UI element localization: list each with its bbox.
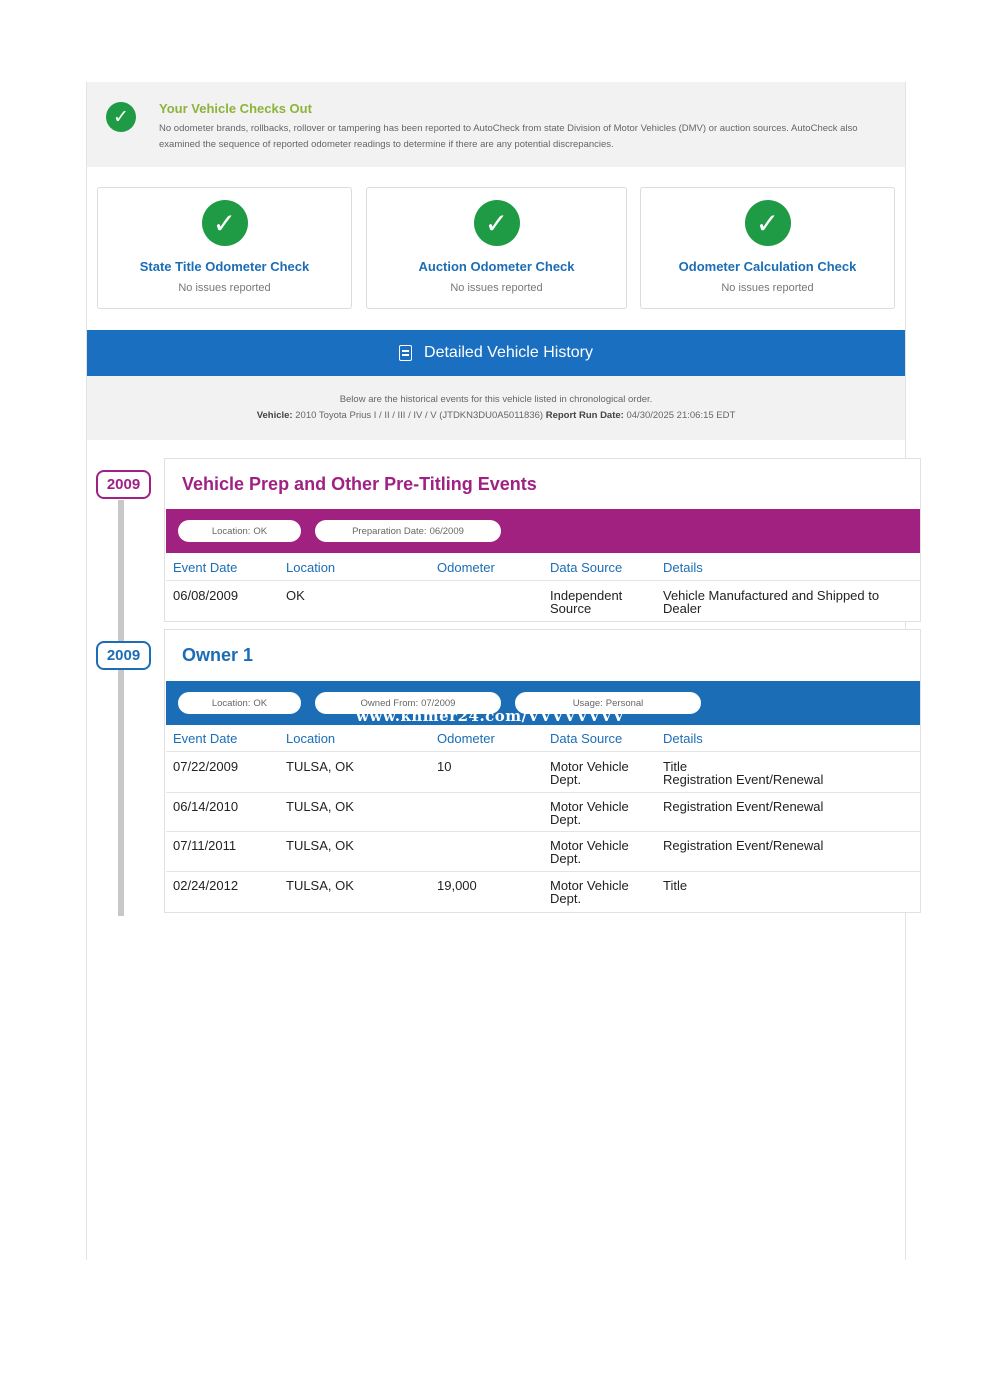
vehicle-info-line bbox=[87, 410, 905, 421]
pill-location: Location: OK bbox=[178, 692, 301, 714]
col-head-details: Details bbox=[663, 560, 703, 575]
col-head-odometer: Odometer bbox=[437, 731, 495, 746]
col-head-data-source: Data Source bbox=[550, 731, 623, 746]
event-title: Vehicle Prep and Other Pre-Titling Events bbox=[182, 474, 537, 494]
clipboard-icon bbox=[399, 345, 412, 361]
check-icon: ✓ bbox=[202, 200, 248, 246]
col-head-details: Details bbox=[663, 731, 703, 746]
watermark: www.khmer24.com/VVVVVVVV bbox=[356, 707, 625, 725]
check-card-status: No issues reported bbox=[450, 282, 543, 294]
vehicle-description: 2010 Toyota Prius I / II / III / IV / V (JTDKN3DU0A5011836) bbox=[295, 410, 544, 421]
col-head-location: Location bbox=[286, 560, 336, 575]
summary-title: Your Vehicle Checks Out bbox=[159, 101, 312, 116]
run-date-label: Report Run Date: bbox=[545, 410, 624, 421]
col-head-odometer: Odometer bbox=[437, 560, 495, 575]
row-separator bbox=[166, 580, 920, 581]
check-card-odometer-calc bbox=[640, 187, 895, 309]
timeline-line bbox=[118, 500, 124, 916]
run-date-value: 04/30/2025 21:06:15 EDT bbox=[626, 410, 736, 421]
check-icon: ✓ bbox=[745, 200, 791, 246]
check-card-status: No issues reported bbox=[178, 282, 271, 294]
pill-preparation-date: Preparation Date: 06/2009 bbox=[315, 520, 501, 542]
check-card-title: Auction Odometer Check bbox=[418, 259, 575, 274]
row-separator bbox=[166, 751, 920, 752]
check-icon: ✓ bbox=[474, 200, 520, 246]
row-separator bbox=[166, 831, 920, 832]
detailed-history-header bbox=[87, 330, 905, 376]
check-card-state-title bbox=[97, 187, 352, 309]
year-badge: 2009 bbox=[96, 641, 151, 670]
pill-location: Location: OK bbox=[178, 520, 301, 542]
summary-text: No odometer brands, rollbacks, rollover or tampering has been reported to AutoCheck from state Division of Motor Vehicles (DMV) or auction sources. AutoCheck also examined the sequence of reported odometer readings to determine if there are any potential discrepancies. bbox=[159, 123, 858, 150]
row-separator bbox=[166, 792, 920, 793]
history-intro-text: Below are the historical events for this vehicle listed in chronological order. bbox=[339, 394, 653, 405]
check-card-status: No issues reported bbox=[721, 282, 814, 294]
event-card-owner-1: Owner 1 Location: OK Owned From: 07/2009 Usage: Personal Event Date Location Odometer Data Source Details 07/22/2009 TULSA, OK 10 Motor Vehicle Dept. Title Registration Event/Renewal 06/14/2010 TULSA, OK Motor Vehicle Dept. Registration Event/Renewal 07/11/2011 TULSA, OK Motor Vehicle Dept. Registration Event/Renewal 02/24/2012 TULSA, OK 19,000 Motor Vehicle Dept. Title bbox=[164, 629, 921, 913]
event-pill-bar bbox=[166, 509, 920, 553]
check-card-title: State Title Odometer Check bbox=[139, 259, 310, 274]
history-intro bbox=[87, 376, 905, 440]
event-card-prep: Vehicle Prep and Other Pre-Titling Events Location: OK Preparation Date: 06/2009 Event Date Location Odometer Data Source Details 06/08/2009 OK Independent Source Vehicle Manufactured and Shipped to Dealer bbox=[164, 458, 921, 622]
event-title: Owner 1 bbox=[182, 645, 254, 665]
col-head-event-date: Event Date bbox=[173, 560, 238, 575]
year-badge: 2009 bbox=[96, 470, 151, 499]
col-head-location: Location bbox=[286, 731, 336, 746]
row-separator bbox=[166, 871, 920, 872]
pill-owned-from: Owned From: 07/2009 bbox=[315, 692, 501, 714]
pill-usage: Usage: Personal bbox=[515, 692, 701, 714]
col-head-data-source: Data Source bbox=[550, 560, 623, 575]
check-icon: ✓ bbox=[106, 102, 136, 132]
detailed-history-title: Detailed Vehicle History bbox=[424, 344, 593, 361]
check-card-auction bbox=[366, 187, 627, 309]
vehicle-label: Vehicle: bbox=[256, 410, 293, 421]
summary-banner bbox=[87, 82, 905, 167]
col-head-event-date: Event Date bbox=[173, 731, 238, 746]
check-card-title: Odometer Calculation Check bbox=[678, 259, 857, 274]
